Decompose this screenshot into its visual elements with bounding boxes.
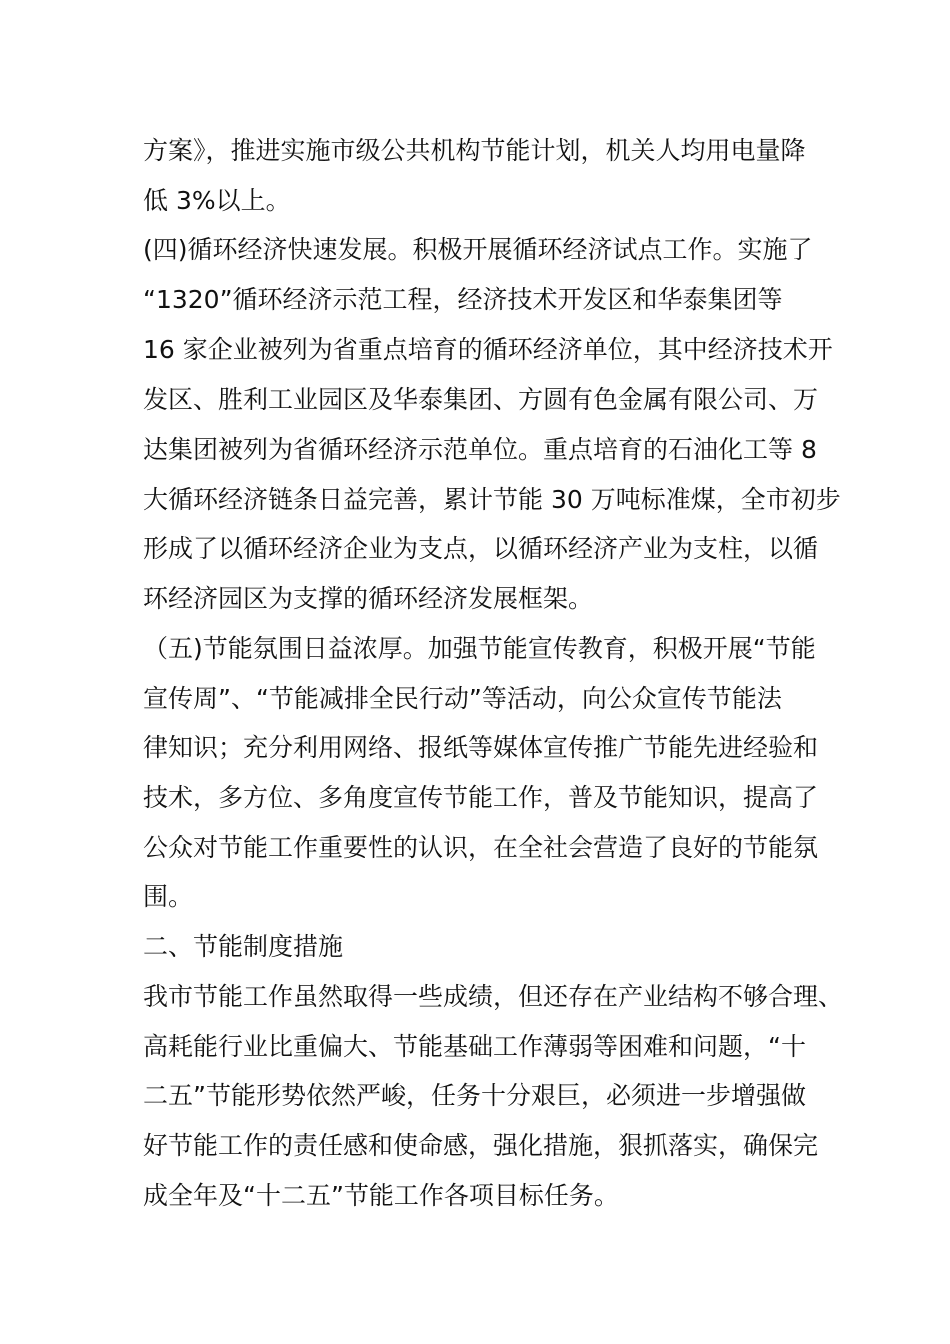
text-line: 好节能工作的责任感和使命感，强化措施，狠抓落实，确保完 bbox=[143, 1131, 819, 1160]
text-line: （五)节能氛围日益浓厚。加强节能宣传教育，积极开展“节能 bbox=[143, 634, 816, 663]
text-line: 围。 bbox=[143, 882, 194, 911]
text-line: 宣传周”、“节能减排全民行动”等活动，向公众宣传节能法 bbox=[143, 684, 782, 713]
text-line: 律知识；充分利用网络、报纸等媒体宣传推广节能先进经验和 bbox=[143, 733, 819, 762]
text-line: 形成了以循环经济企业为支点，以循环经济产业为支柱，以循 bbox=[143, 534, 819, 563]
text-line: 成全年及“十二五”节能工作各项目标任务。 bbox=[143, 1181, 619, 1210]
text-line: 环经济园区为支撑的循环经济发展框架。 bbox=[143, 584, 594, 613]
text-line: 16 家企业被列为省重点培育的循环经济单位，其中经济技术开 bbox=[143, 335, 833, 364]
text-line: 方案》，推进实施市级公共机构节能计划，机关人均用电量降 bbox=[143, 136, 806, 165]
text-line: 发区、胜利工业园区及华泰集团、方圆有色金属有限公司、万 bbox=[143, 385, 819, 414]
text-line: (四)循环经济快速发展。积极开展循环经济试点工作。实施了 bbox=[143, 235, 813, 264]
text-line: “1320”循环经济示范工程，经济技术开发区和华泰集团等 bbox=[143, 285, 783, 314]
text-line: 二五”节能形势依然严峻，任务十分艰巨，必须进一步增强做 bbox=[143, 1081, 806, 1110]
text-line: 我市节能工作虽然取得一些成绩，但还存在产业结构不够合理、 bbox=[143, 982, 844, 1011]
text-line: 大循环经济链条日益完善，累计节能 30 万吨标准煤，全市初步 bbox=[143, 485, 841, 514]
section-heading: 二、节能制度措施 bbox=[143, 932, 344, 961]
text-line: 技术，多方位、多角度宣传节能工作，普及节能知识，提高了 bbox=[143, 783, 819, 812]
text-line: 公众对节能工作重要性的认识，在全社会营造了良好的节能氛 bbox=[143, 833, 819, 862]
text-line: 达集团被列为省循环经济示范单位。重点培育的石油化工等 8 bbox=[143, 435, 817, 464]
text-line: 低 3%以上。 bbox=[143, 186, 291, 215]
text-line: 高耗能行业比重偏大、节能基础工作薄弱等困难和问题，“十 bbox=[143, 1032, 806, 1061]
